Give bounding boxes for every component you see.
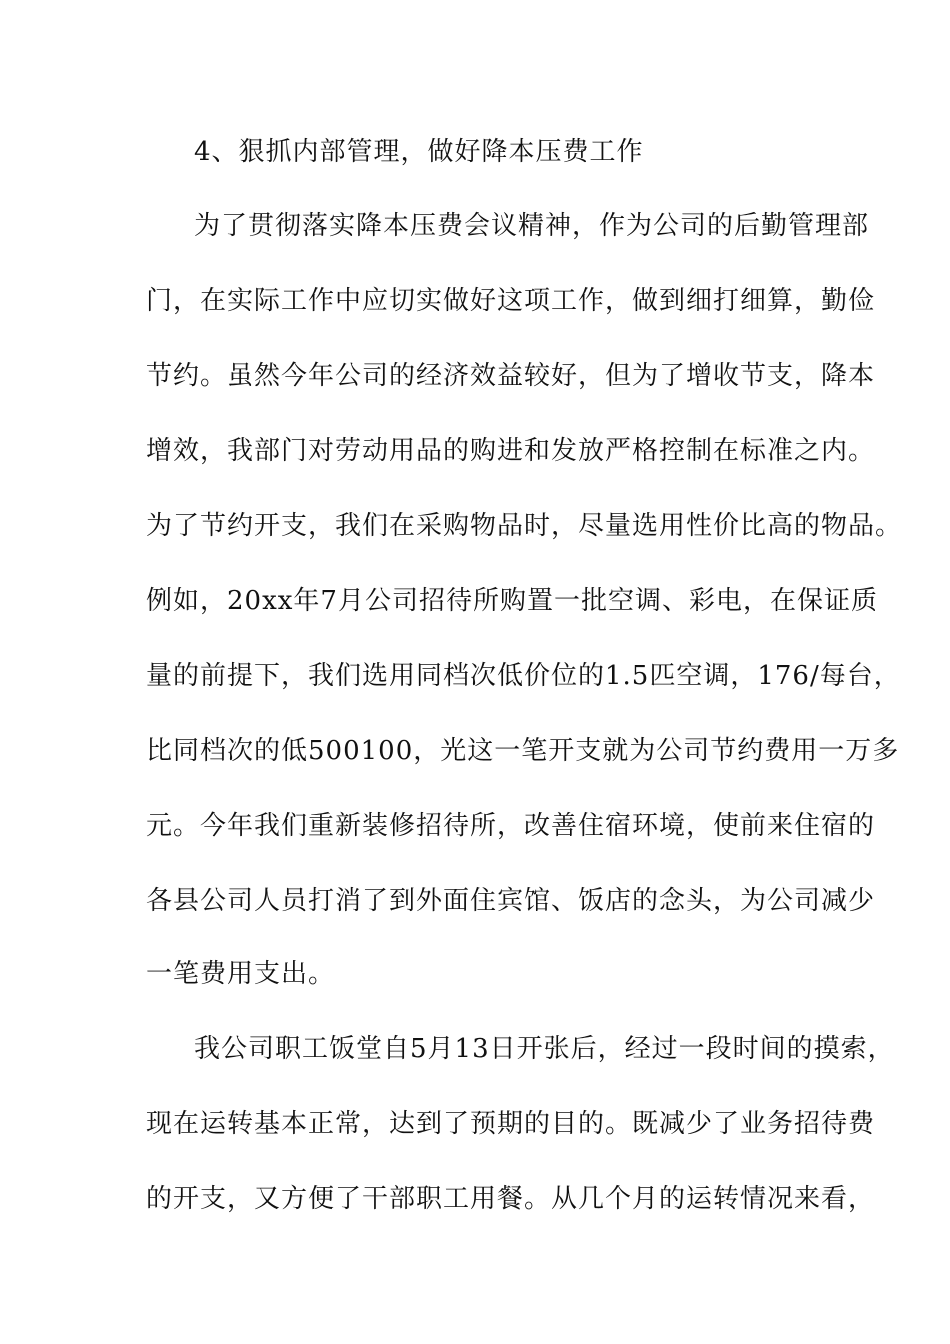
paragraph-line: 现在运转基本正常，达到了预期的目的。既减少了业务招待费 [146,1109,876,1139]
paragraph-line: 门，在实际工作中应切实做好这项工作，做到细打细算，勤俭 [146,286,876,316]
paragraph-line: 我公司职工饭堂自5月13日开张后，经过一段时间的摸索， [194,1034,895,1064]
paragraph-line: 例如，20xx年7月公司招待所购置一批空调、彩电，在保证质 [146,586,878,616]
paragraph-line: 为了贯彻落实降本压费会议精神，作为公司的后勤管理部 [194,211,870,241]
paragraph-line: 增效，我部门对劳动用品的购进和发放严格控制在标准之内。 [146,436,876,466]
paragraph-line: 节约。虽然今年公司的经济效益较好，但为了增收节支，降本 [146,361,876,391]
paragraph-line: 的开支，又方便了干部职工用餐。从几个月的运转情况来看， [146,1184,876,1214]
paragraph-line: 为了节约开支，我们在采购物品时，尽量选用性价比高的物品。 [146,511,903,541]
paragraph-line: 元。今年我们重新装修招待所，改善住宿环境，使前来住宿的 [146,811,876,841]
paragraph-line: 各县公司人员打消了到外面住宾馆、饭店的念头，为公司减少 [146,886,876,916]
paragraph-line: 量的前提下，我们选用同档次低价位的1.5匹空调，176/每台， [146,661,901,691]
paragraph-line: 一笔费用支出。 [146,959,336,989]
section-heading: 4、狠抓内部管理，做好降本压费工作 [194,137,644,167]
paragraph-line: 比同档次的低500100，光这一笔开支就为公司节约费用一万多 [146,736,900,766]
